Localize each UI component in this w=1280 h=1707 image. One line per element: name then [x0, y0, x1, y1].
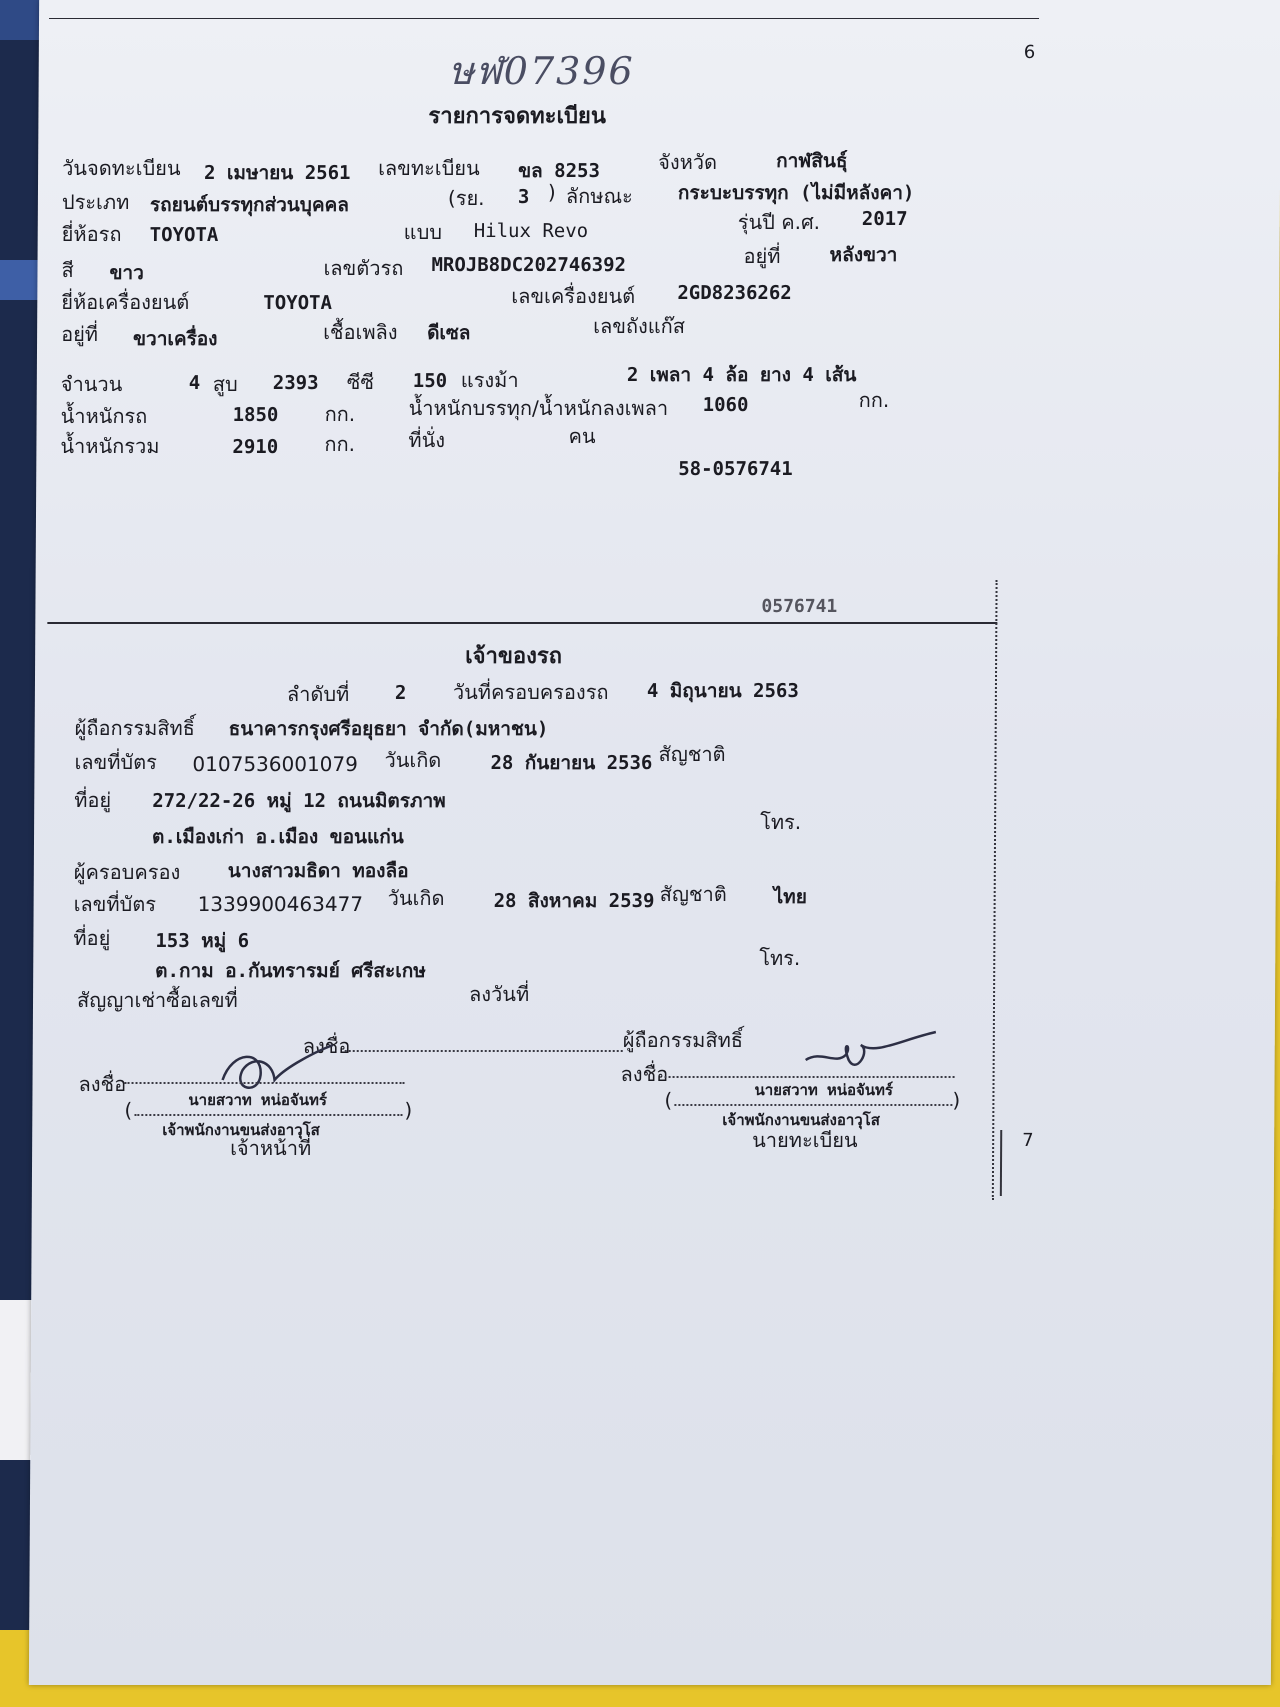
brand-label: ยี่ห้อรถ [61, 222, 122, 246]
engine-no-label: เลขเครื่องยนต์ [511, 284, 636, 308]
engine-loc: ขวาเครื่อง [133, 328, 218, 350]
page-number-top: 6 [1023, 42, 1036, 63]
kg-1: กก. [324, 402, 356, 426]
hp-unit: แรงม้า [460, 368, 519, 392]
poss-id-label: เลขที่บัตร [73, 892, 157, 916]
holder-dob: 28 กันยายน 2536 [490, 752, 653, 774]
page-number-bottom: 7 [1022, 1130, 1034, 1151]
ry-value: 3 [517, 186, 530, 208]
holder-addr-1: 272/22-26 หมู่ 12 ถนนมิตรภาพ [152, 790, 446, 812]
year: 2017 [861, 208, 908, 230]
load-label: น้ำหนักบรรทุก/น้ำหนักลงเพลา [408, 396, 669, 420]
left-signer-position: เจ้าพนักงานขนส่งอาวุโส [162, 1121, 320, 1139]
poss-addr-2: ต.กาม อ.กันทรารมย์ ศรีสะเกษ [155, 960, 426, 982]
holder-dob-label: วันเกิด [384, 748, 442, 772]
cyl-unit: สูบ [212, 372, 238, 396]
count-label: จำนวน [60, 372, 123, 396]
holder-nat-label: สัญชาติ [658, 742, 726, 766]
section-divider [47, 622, 997, 624]
chassis-loc-label: อยู่ที่ [743, 244, 781, 268]
right-paren-close: ) [952, 1088, 961, 1112]
order-label: ลำดับที่ [286, 682, 350, 706]
owner-title: เจ้าของรถ [465, 644, 563, 669]
engine-loc-label: อยู่ที่ [61, 322, 99, 346]
color-label: สี [61, 258, 74, 282]
order: 2 [394, 682, 407, 704]
fuel-label: เชื้อเพลิง [323, 320, 398, 344]
year-label: รุ่นปี ค.ศ. [737, 210, 821, 234]
right-signature-scribble [801, 1030, 941, 1080]
right-signer-position: เจ้าพนักงานขนส่งอาวุโส [722, 1111, 880, 1129]
weight-label: น้ำหนักรถ [60, 404, 148, 428]
registration-document [29, 0, 1280, 1685]
sign-date-label: ลงวันที่ [469, 982, 530, 1006]
left-paren-open: ( [124, 1098, 133, 1122]
center-sign-label: ลงชื่อ [302, 1034, 351, 1058]
possessor-label: ผู้ครอบครอง [73, 860, 181, 884]
province-label: จังหวัด [658, 150, 718, 174]
engine-brand-label: ยี่ห้อเครื่องยนต์ [61, 290, 190, 314]
gross: 2910 [232, 436, 279, 458]
vehicle-style: กระบะบรรทุก (ไม่มีหลังคา) [677, 182, 915, 204]
left-paren-close: ) [404, 1098, 413, 1122]
top-border-line [49, 18, 1039, 19]
model: Hilux Revo [473, 220, 589, 242]
seat-label: ที่นั่ง [408, 428, 446, 452]
possessor: นางสาวมธิดา ทองลือ [227, 860, 409, 882]
plate-label: เลขทะเบียน [378, 156, 480, 180]
right-paren-line [674, 1104, 952, 1106]
hp: 150 [412, 370, 448, 392]
poss-dob-label: วันเกิด [387, 886, 445, 910]
reg-date-label: วันจดทะเบียน [62, 156, 181, 180]
style-label: ลักษณะ [565, 184, 633, 208]
plate: ขล 8253 [518, 160, 600, 182]
gross-label: น้ำหนักรวม [60, 434, 160, 458]
left-signer-name: นายสวาท หน่อจันทร์ [188, 1091, 328, 1109]
struck-number: 0576741 [761, 596, 838, 617]
left-sign-label: ลงชื่อ [78, 1072, 127, 1096]
holder-id: 0107536001079 [192, 752, 358, 776]
possess-label: วันที่ครอบครองรถ [452, 680, 609, 704]
engine-brand: TOYOTA [263, 292, 333, 314]
left-signer-role: เจ้าหน้าที่ [230, 1136, 312, 1160]
gas-label: เลขถังแก๊ส [593, 314, 686, 338]
holder-label: ผู้ถือกรรมสิทธิ์ [74, 716, 195, 740]
model-label: แบบ [403, 220, 443, 244]
cylinders: 4 [188, 372, 201, 394]
left-sign-line [125, 1082, 405, 1084]
chassis: MROJB8DC202746392 [431, 254, 627, 276]
kg-3: กก. [324, 432, 356, 456]
possess-date: 4 มิถุนายน 2563 [646, 680, 799, 702]
brand: TOYOTA [149, 224, 219, 246]
seat-unit: คน [568, 424, 596, 448]
handwritten-note: ษฬ07396 [448, 49, 635, 93]
holder-addr-2: ต.เมืองเก่า อ.เมือง ขอนแก่น [151, 826, 404, 848]
poss-tel-label: โทร. [759, 946, 801, 970]
cc-unit: ซีซี [346, 370, 375, 394]
owner-role-label: ผู้ถือกรรมสิทธิ์ [622, 1028, 744, 1052]
contract-label: สัญญาเช่าซื้อเลขที่ [76, 988, 238, 1012]
poss-nat-label: สัญชาติ [659, 882, 727, 906]
engine-no: 2GD8236262 [677, 282, 792, 304]
poss-addr-1: 153 หมู่ 6 [155, 930, 250, 952]
color: ขาว [109, 262, 144, 284]
right-signer-role: นายทะเบียน [752, 1128, 858, 1152]
holder: ธนาคารกรุงศรีอยุธยา จำกัด(มหาชน) [228, 718, 549, 740]
holder-tel-label: โทร. [760, 810, 802, 834]
poss-id: 1339900463477 [197, 892, 364, 916]
chassis-label: เลขตัวรถ [323, 256, 404, 280]
vehicle-type: รถยนต์บรรทุกส่วนบุคคล [149, 194, 350, 216]
poss-dob: 28 สิงหาคม 2539 [493, 890, 655, 912]
right-paren-open: ( [664, 1088, 673, 1112]
holder-id-label: เลขที่บัตร [74, 750, 157, 774]
poss-addr-label: ที่อยู่ [73, 926, 111, 950]
axles: 2 เพลา 4 ล้อ ยาง 4 เส้น [626, 364, 857, 386]
document-number: 58-0576741 [678, 458, 793, 480]
weight: 1850 [232, 404, 279, 426]
reg-date: 2 เมษายน 2561 [204, 162, 351, 184]
ry-close: ) [547, 180, 556, 204]
right-sign-label: ลงชื่อ [620, 1062, 669, 1086]
center-sign-line [345, 1050, 623, 1052]
right-dotted-edge [992, 580, 998, 1200]
left-paren-line [134, 1114, 402, 1116]
load: 1060 [702, 394, 749, 416]
holder-addr-label: ที่อยู่ [74, 788, 112, 812]
type-label: ประเภท [61, 190, 130, 214]
registration-title: รายการจดทะเบียน [428, 104, 606, 129]
poss-nat: ไทย [773, 886, 807, 908]
fuel: ดีเซล [427, 322, 471, 344]
chassis-loc: หลังขวา [829, 244, 898, 266]
ry-open: (รย. [447, 186, 485, 210]
kg-2: กก. [858, 388, 890, 412]
right-corner-mark [1000, 1130, 1002, 1196]
cc: 2393 [272, 372, 319, 394]
right-signer-name: นายสวาท หน่อจันทร์ [754, 1081, 894, 1099]
province: กาฬสินธุ์ [776, 150, 848, 172]
